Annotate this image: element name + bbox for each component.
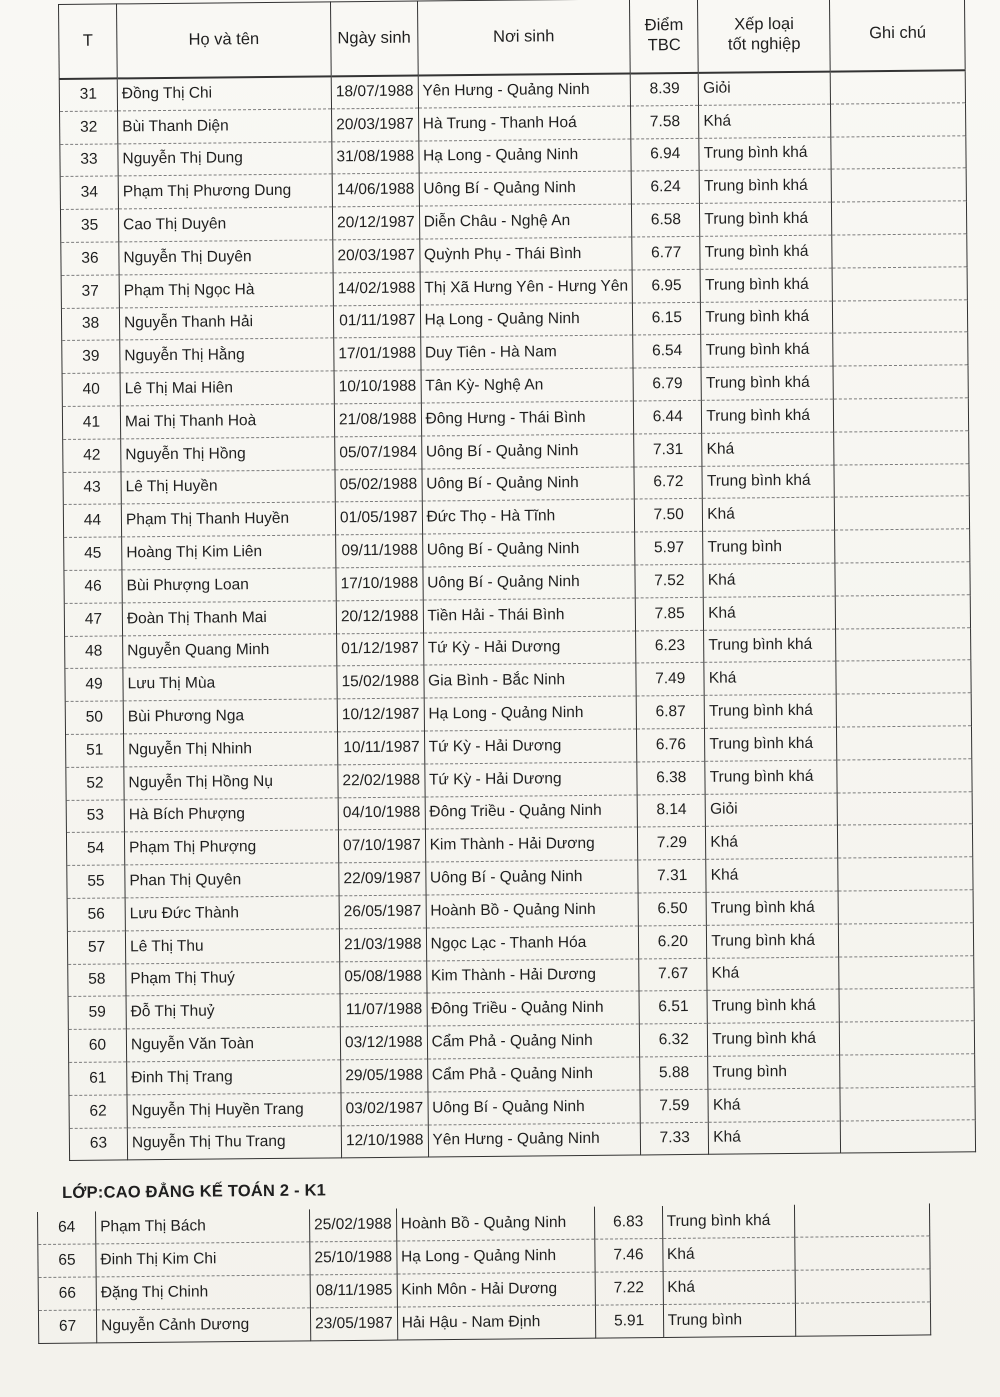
row-number: 46 bbox=[64, 570, 122, 603]
row-number: 62 bbox=[69, 1095, 127, 1128]
gpa-score: 6.38 bbox=[637, 761, 705, 794]
note-cell bbox=[835, 496, 970, 530]
row-number: 43 bbox=[63, 471, 121, 504]
note-cell bbox=[840, 1021, 975, 1055]
header-score-line2: TBC bbox=[647, 36, 681, 55]
header-score bbox=[630, 0, 699, 73]
gpa-score: 6.20 bbox=[639, 925, 707, 958]
header-name: Họ và tên bbox=[117, 2, 332, 78]
student-name: Bùi Phương Nga bbox=[123, 699, 337, 734]
gpa-score: 7.49 bbox=[636, 663, 704, 696]
graduation-rank: Trung bình khá bbox=[705, 727, 837, 761]
date-of-birth: 10/11/1987 bbox=[337, 731, 424, 765]
student-name: Nguyễn Văn Toàn bbox=[126, 1027, 340, 1062]
graduation-rank: Trung bình khá bbox=[708, 1022, 840, 1056]
birthplace: Hạ Long - Quảng Ninh bbox=[424, 696, 637, 731]
date-of-birth: 05/07/1984 bbox=[335, 436, 422, 470]
gpa-score: 7.67 bbox=[639, 958, 707, 991]
date-of-birth: 08/11/1985 bbox=[310, 1274, 397, 1308]
birthplace: Uông Bí - Quảng Ninh bbox=[422, 467, 635, 502]
header-row bbox=[59, 0, 966, 78]
graduation-rank: Giỏi bbox=[698, 71, 830, 105]
row-number: 51 bbox=[66, 734, 124, 767]
row-number: 35 bbox=[60, 209, 118, 242]
date-of-birth: 01/12/1987 bbox=[337, 633, 424, 667]
graduation-rank: Khá bbox=[706, 858, 838, 892]
date-of-birth: 09/11/1988 bbox=[336, 534, 423, 568]
date-of-birth: 18/07/1988 bbox=[331, 75, 418, 109]
date-of-birth: 17/10/1988 bbox=[336, 567, 423, 601]
student-name: Phạm Thị Thuý bbox=[126, 961, 340, 996]
birthplace: Duy Tiên - Hà Nam bbox=[420, 335, 633, 370]
student-name: Đoàn Thị Thanh Mai bbox=[122, 601, 336, 636]
graduation-rank: Trung bình khá bbox=[662, 1205, 794, 1239]
note-cell bbox=[830, 70, 965, 104]
gpa-score: 6.54 bbox=[633, 335, 701, 368]
student-name: Nguyễn Thanh Hải bbox=[119, 305, 333, 340]
birthplace: Diễn Châu - Nghệ An bbox=[419, 204, 632, 239]
birthplace: Đông Triều - Quảng Ninh bbox=[425, 795, 638, 830]
row-number: 45 bbox=[64, 537, 122, 570]
note-cell bbox=[794, 1236, 929, 1270]
birthplace: Tân Kỳ- Nghệ An bbox=[421, 368, 634, 403]
birthplace: Đông Hưng - Thái Bình bbox=[421, 401, 634, 436]
student-name: Nguyễn Quang Minh bbox=[123, 633, 337, 668]
gpa-score: 7.22 bbox=[595, 1272, 663, 1305]
gpa-score: 7.50 bbox=[635, 499, 703, 532]
graduation-rank: Khá bbox=[703, 497, 835, 531]
graduation-rank: Trung bình khá bbox=[702, 399, 834, 433]
note-cell bbox=[837, 791, 972, 825]
row-number: 34 bbox=[60, 176, 118, 209]
date-of-birth: 25/02/1988 bbox=[309, 1209, 396, 1243]
note-cell bbox=[794, 1203, 929, 1237]
student-name: Nguyễn Thị Hồng Nụ bbox=[124, 765, 338, 800]
birthplace: Uông Bí - Quảng Ninh bbox=[428, 1090, 641, 1125]
header-score-line1: Điểm bbox=[644, 16, 684, 35]
student-name: Phạm Thị Ngọc Hà bbox=[119, 273, 333, 308]
graduation-rank: Khá bbox=[703, 563, 835, 597]
student-name: Nguyễn Thị Huyền Trang bbox=[127, 1093, 341, 1128]
birthplace: Tứ Kỳ - Hải Dương bbox=[423, 631, 636, 666]
gpa-score: 5.91 bbox=[595, 1304, 663, 1337]
note-cell bbox=[836, 660, 971, 694]
note-cell bbox=[832, 201, 967, 235]
gpa-score: 7.33 bbox=[641, 1122, 709, 1155]
date-of-birth: 31/08/1988 bbox=[332, 141, 419, 175]
student-name: Lưu Thị Mùa bbox=[123, 666, 337, 701]
student-name: Lê Thị Thu bbox=[125, 929, 339, 964]
birthplace: Hạ Long - Quảng Ninh bbox=[396, 1239, 594, 1274]
graduation-rank: Trung bình khá bbox=[707, 924, 839, 958]
date-of-birth: 01/05/1987 bbox=[335, 501, 422, 535]
row-number: 64 bbox=[37, 1211, 95, 1244]
student-name: Nguyễn Cảnh Dương bbox=[96, 1308, 310, 1343]
gpa-score: 7.58 bbox=[631, 105, 699, 138]
birthplace: Yên Hưng - Quảng Ninh bbox=[428, 1122, 641, 1157]
student-name: Phạm Thị Thanh Huyền bbox=[121, 502, 335, 537]
header-note: Ghi chú bbox=[830, 0, 966, 71]
date-of-birth: 15/02/1988 bbox=[337, 665, 424, 699]
note-cell bbox=[833, 332, 968, 366]
graduation-rank: Trung bình khá bbox=[707, 989, 839, 1023]
student-name: Phạm Thị Phượng bbox=[124, 830, 338, 865]
student-name: Nguyễn Thị Duyên bbox=[119, 240, 333, 275]
graduation-rank: Khá bbox=[704, 596, 836, 630]
student-name: Mai Thị Thanh Hoà bbox=[120, 404, 334, 439]
note-cell bbox=[837, 758, 972, 792]
gpa-score: 7.85 bbox=[636, 597, 704, 630]
gpa-score: 7.31 bbox=[638, 859, 706, 892]
date-of-birth: 12/10/1988 bbox=[341, 1125, 428, 1159]
note-cell bbox=[834, 463, 969, 497]
student-name: Lưu Đức Thành bbox=[125, 896, 339, 931]
note-cell bbox=[840, 1086, 975, 1120]
student-name: Đồng Thị Chi bbox=[117, 76, 331, 111]
graduation-table-2 bbox=[37, 1203, 931, 1343]
birthplace: Đông Triều - Quảng Ninh bbox=[427, 991, 640, 1026]
graduation-rank: Trung bình khá bbox=[702, 465, 834, 499]
date-of-birth: 22/02/1988 bbox=[338, 764, 425, 798]
note-cell bbox=[795, 1269, 930, 1303]
birthplace: Tiền Hải - Thái Bình bbox=[423, 598, 636, 633]
graduation-rank: Giỏi bbox=[705, 793, 837, 827]
date-of-birth: 05/08/1988 bbox=[340, 961, 427, 995]
note-cell bbox=[835, 562, 970, 596]
birthplace: Tứ Kỳ - Hải Dương bbox=[424, 729, 637, 764]
date-of-birth: 29/05/1988 bbox=[341, 1059, 428, 1093]
row-number: 59 bbox=[68, 996, 126, 1029]
row-number: 40 bbox=[62, 373, 120, 406]
birthplace: Uông Bí - Quảng Ninh bbox=[422, 565, 635, 600]
date-of-birth: 14/06/1988 bbox=[332, 173, 419, 207]
note-cell bbox=[834, 398, 969, 432]
date-of-birth: 07/10/1987 bbox=[338, 829, 425, 863]
graduation-rank: Trung bình bbox=[703, 530, 835, 564]
birthplace: Uông Bí - Quảng Ninh bbox=[421, 434, 634, 469]
birthplace: Cẩm Phả - Quảng Ninh bbox=[427, 1057, 640, 1092]
note-cell bbox=[835, 529, 970, 563]
date-of-birth: 05/02/1988 bbox=[335, 469, 422, 503]
graduation-table bbox=[58, 0, 976, 1161]
birthplace: Uông Bí - Quảng Ninh bbox=[422, 532, 635, 567]
gpa-score: 6.15 bbox=[633, 302, 701, 335]
gpa-score: 6.72 bbox=[634, 466, 702, 499]
gpa-score: 5.97 bbox=[635, 531, 703, 564]
graduation-rank: Trung bình khá bbox=[705, 760, 837, 794]
date-of-birth: 22/09/1987 bbox=[339, 862, 426, 896]
student-name: Phạm Thị Bách bbox=[95, 1209, 309, 1244]
student-name: Bùi Thanh Diện bbox=[118, 109, 332, 144]
birthplace: Hoành Bồ - Quảng Ninh bbox=[396, 1207, 594, 1242]
graduation-rank: Trung bình khá bbox=[706, 891, 838, 925]
graduation-rank: Trung bình khá bbox=[704, 629, 836, 663]
header-dob: Ngày sinh bbox=[330, 1, 417, 76]
date-of-birth: 21/08/1988 bbox=[334, 403, 421, 437]
row-number: 32 bbox=[60, 111, 118, 144]
row-number: 65 bbox=[38, 1244, 96, 1277]
row-number: 31 bbox=[59, 78, 117, 111]
header-rank-line2: tốt nghiệp bbox=[727, 35, 801, 54]
student-name: Phan Thị Quyên bbox=[125, 863, 339, 898]
gpa-score: 5.88 bbox=[640, 1056, 708, 1089]
date-of-birth: 04/10/1988 bbox=[338, 797, 425, 831]
header-rank bbox=[698, 0, 831, 72]
graduation-rank: Khá bbox=[709, 1121, 841, 1155]
note-cell bbox=[841, 1119, 976, 1153]
row-number: 42 bbox=[63, 439, 121, 472]
row-number: 39 bbox=[62, 340, 120, 373]
row-number: 63 bbox=[69, 1127, 127, 1160]
birthplace: Yên Hưng - Quảng Ninh bbox=[418, 73, 631, 108]
student-name: Bùi Phượng Loan bbox=[122, 568, 336, 603]
row-number: 52 bbox=[66, 767, 124, 800]
note-cell bbox=[839, 955, 974, 989]
gpa-score: 7.31 bbox=[634, 433, 702, 466]
birthplace: Hoành Bồ - Quảng Ninh bbox=[426, 893, 639, 928]
student-name: Lê Thị Mai Hiên bbox=[120, 371, 334, 406]
graduation-rank: Trung bình bbox=[663, 1303, 795, 1337]
gpa-score: 6.79 bbox=[633, 368, 701, 401]
row-number: 56 bbox=[67, 898, 125, 931]
date-of-birth: 03/02/1987 bbox=[341, 1092, 428, 1126]
birthplace: Ngọc Lạc - Thanh Hóa bbox=[426, 926, 639, 961]
row-number: 58 bbox=[68, 963, 126, 996]
note-cell bbox=[836, 627, 971, 661]
header-no: T bbox=[59, 4, 118, 79]
gpa-score: 6.83 bbox=[594, 1206, 662, 1239]
birthplace: Cẩm Phả - Quảng Ninh bbox=[427, 1024, 640, 1059]
birthplace: Thị Xã Hưng Yên - Hưng Yên bbox=[420, 270, 633, 305]
row-number: 33 bbox=[60, 144, 118, 177]
gpa-score: 8.39 bbox=[630, 72, 698, 105]
class-heading: LỚP:CAO ĐẲNG KẾ TOÁN 2 - K1 bbox=[62, 1181, 327, 1202]
note-cell bbox=[831, 168, 966, 202]
row-number: 47 bbox=[64, 603, 122, 636]
student-name: Nguyễn Thị Thu Trang bbox=[127, 1125, 341, 1160]
graduation-rank: Trung bình khá bbox=[700, 268, 832, 302]
note-cell bbox=[838, 890, 973, 924]
row-number: 55 bbox=[67, 865, 125, 898]
gpa-score: 6.76 bbox=[637, 728, 705, 761]
graduation-rank: Khá bbox=[702, 432, 834, 466]
student-name: Lê Thị Huyền bbox=[121, 469, 335, 504]
date-of-birth: 20/12/1987 bbox=[332, 206, 419, 240]
note-cell bbox=[839, 922, 974, 956]
student-name: Phạm Thị Phương Dung bbox=[118, 174, 332, 209]
date-of-birth: 21/03/1988 bbox=[339, 928, 426, 962]
note-cell bbox=[836, 595, 971, 629]
student-name: Hà Bích Phượng bbox=[124, 797, 338, 832]
graduation-rank: Khá bbox=[662, 1238, 794, 1272]
gpa-score: 6.87 bbox=[636, 695, 704, 728]
note-cell bbox=[795, 1302, 930, 1336]
date-of-birth: 10/12/1987 bbox=[337, 698, 424, 732]
row-number: 48 bbox=[65, 635, 123, 668]
header-rank-line1: Xếp loại bbox=[734, 15, 794, 34]
birthplace: Kim Thành - Hải Dương bbox=[426, 958, 639, 993]
birthplace: Đức Thọ - Hà Tĩnh bbox=[422, 499, 635, 534]
graduation-rank: Trung bình khá bbox=[701, 301, 833, 335]
birthplace: Uông Bí - Quảng Ninh bbox=[425, 860, 638, 895]
note-cell bbox=[833, 365, 968, 399]
date-of-birth: 23/05/1987 bbox=[310, 1307, 397, 1341]
row-number: 67 bbox=[38, 1310, 96, 1343]
birthplace: Quỳnh Phụ - Thái Bình bbox=[419, 237, 632, 272]
row-number: 54 bbox=[66, 832, 124, 865]
date-of-birth: 10/10/1988 bbox=[334, 370, 421, 404]
note-cell bbox=[834, 431, 969, 465]
row-number: 49 bbox=[65, 668, 123, 701]
graduation-rank: Trung bình khá bbox=[701, 366, 833, 400]
row-number: 36 bbox=[61, 242, 119, 275]
row-number: 60 bbox=[68, 1029, 126, 1062]
student-name: Đinh Thị Trang bbox=[127, 1060, 341, 1095]
student-name: Đỗ Thị Thuỷ bbox=[126, 994, 340, 1029]
date-of-birth: 20/03/1987 bbox=[332, 108, 419, 142]
gpa-score: 6.77 bbox=[632, 236, 700, 269]
note-cell bbox=[837, 726, 972, 760]
note-cell bbox=[839, 988, 974, 1022]
student-name: Nguyễn Thị Hằng bbox=[120, 338, 334, 373]
note-cell bbox=[838, 857, 973, 891]
note-cell bbox=[840, 1054, 975, 1088]
birthplace: Tứ Kỳ - Hải Dương bbox=[424, 762, 637, 797]
gpa-score: 6.50 bbox=[638, 892, 706, 925]
graduation-rank: Khá bbox=[707, 957, 839, 991]
graduation-rank: Khá bbox=[704, 661, 836, 695]
graduation-rank: Trung bình khá bbox=[704, 694, 836, 728]
gpa-score: 6.24 bbox=[631, 171, 699, 204]
gpa-score: 6.95 bbox=[632, 269, 700, 302]
birthplace: Hạ Long - Quảng Ninh bbox=[420, 303, 633, 338]
birthplace: Hải Hậu - Nam Định bbox=[397, 1305, 595, 1340]
note-cell bbox=[836, 693, 971, 727]
gpa-score: 6.51 bbox=[639, 991, 707, 1024]
date-of-birth: 03/12/1988 bbox=[340, 1026, 427, 1060]
note-cell bbox=[831, 135, 966, 169]
student-name: Cao Thị Duyên bbox=[118, 207, 332, 242]
gpa-score: 7.46 bbox=[594, 1239, 662, 1272]
graduation-rank: Trung bình khá bbox=[699, 137, 831, 171]
birthplace: Kim Thành - Hải Dương bbox=[425, 827, 638, 862]
row-number: 53 bbox=[66, 799, 124, 832]
gpa-score: 7.52 bbox=[635, 564, 703, 597]
date-of-birth: 25/10/1988 bbox=[310, 1241, 397, 1275]
graduation-rank: Khá bbox=[708, 1088, 840, 1122]
row-number: 57 bbox=[67, 931, 125, 964]
note-cell bbox=[833, 299, 968, 333]
row-number: 50 bbox=[65, 701, 123, 734]
row-number: 61 bbox=[69, 1062, 127, 1095]
gpa-score: 6.58 bbox=[632, 204, 700, 237]
row-number: 41 bbox=[62, 406, 120, 439]
date-of-birth: 14/02/1988 bbox=[333, 272, 420, 306]
graduation-rank: Trung bình khá bbox=[700, 202, 832, 236]
date-of-birth: 20/03/1987 bbox=[333, 239, 420, 273]
student-name: Nguyễn Thị Dung bbox=[118, 141, 332, 176]
birthplace: Kinh Môn - Hải Dương bbox=[397, 1272, 595, 1307]
date-of-birth: 20/12/1988 bbox=[336, 600, 423, 634]
row-number: 66 bbox=[38, 1277, 96, 1310]
row-number: 44 bbox=[63, 504, 121, 537]
note-cell bbox=[838, 824, 973, 858]
graduation-rank: Trung bình khá bbox=[701, 333, 833, 367]
note-cell bbox=[832, 234, 967, 268]
gpa-score: 6.94 bbox=[631, 138, 699, 171]
row-number: 37 bbox=[61, 275, 119, 308]
graduation-rank: Khá bbox=[706, 825, 838, 859]
student-name: Đinh Thị Kim Chi bbox=[96, 1242, 310, 1277]
date-of-birth: 01/11/1987 bbox=[333, 305, 420, 339]
birthplace: Gia Bình - Bắc Ninh bbox=[423, 663, 636, 698]
note-cell bbox=[832, 267, 967, 301]
graduation-rank: Trung bình khá bbox=[699, 169, 831, 203]
graduation-rank: Khá bbox=[663, 1270, 795, 1304]
gpa-score: 7.59 bbox=[640, 1089, 708, 1122]
graduation-rank: Khá bbox=[699, 104, 831, 138]
gpa-score: 6.44 bbox=[634, 400, 702, 433]
student-name: Đặng Thị Chinh bbox=[96, 1275, 310, 1310]
student-name: Nguyễn Thị Hồng bbox=[121, 437, 335, 472]
gpa-score: 6.23 bbox=[636, 630, 704, 663]
gpa-score: 6.32 bbox=[640, 1023, 708, 1056]
student-name: Hoàng Thị Kim Liên bbox=[122, 535, 336, 570]
row-number: 38 bbox=[61, 308, 119, 341]
graduation-rank: Trung bình bbox=[708, 1055, 840, 1089]
birthplace: Hà Trung - Thanh Hoá bbox=[418, 106, 631, 141]
graduation-rank: Trung bình khá bbox=[700, 235, 832, 269]
gpa-score: 8.14 bbox=[637, 794, 705, 827]
note-cell bbox=[831, 103, 966, 137]
student-name: Nguyễn Thị Nhinh bbox=[124, 732, 338, 767]
birthplace: Hạ Long - Quảng Ninh bbox=[418, 139, 631, 174]
date-of-birth: 26/05/1987 bbox=[339, 895, 426, 929]
date-of-birth: 17/01/1988 bbox=[334, 337, 421, 371]
header-birthplace: Nơi sinh bbox=[417, 0, 630, 75]
gpa-score: 7.29 bbox=[638, 827, 706, 860]
birthplace: Uông Bí - Quảng Ninh bbox=[419, 171, 632, 206]
date-of-birth: 11/07/1988 bbox=[340, 993, 427, 1027]
